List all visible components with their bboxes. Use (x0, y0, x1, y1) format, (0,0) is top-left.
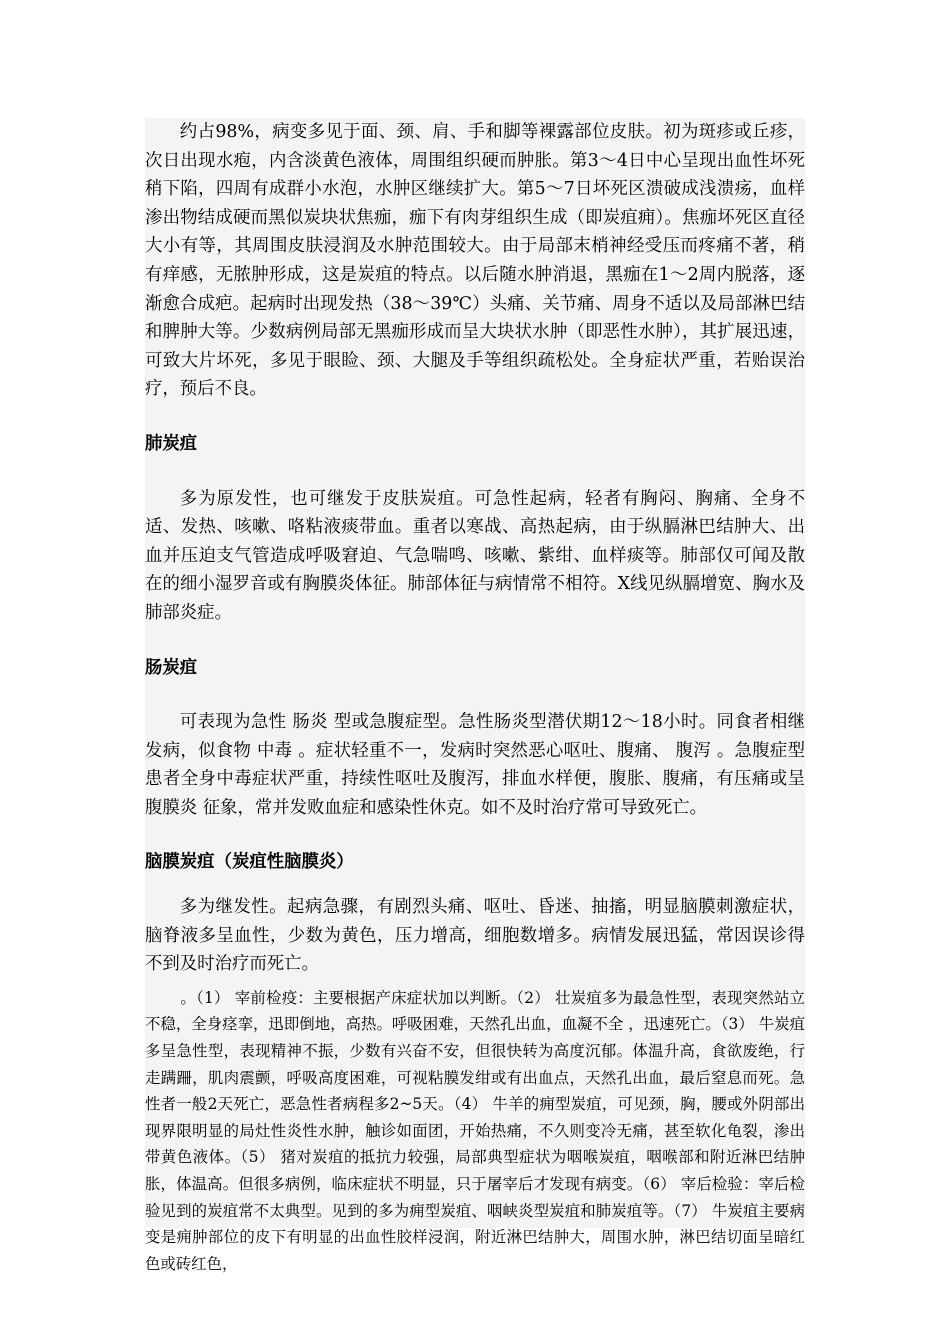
section-body-meningeal-anthrax: 多为继发性。起病急骤，有剧烈头痛、呕吐、昏迷、抽搐，明显脑膜刺激症状，脑脊液多呈血性，少数为黄色，压力增高，细胞数增多。病情发展迅猛，常因误诊得不到及时治疗而死亡。 (145, 897, 805, 975)
section-body-lung-anthrax: 多为原发性，也可继发于皮肤炭疽。可急性起病，轻者有胸闷、胸痛、全身不适、发热、咳嗽、咯粘液痰带血。重者以寒战、高热起病，由于纵膈淋巴结肿大、出血并压迫支气管造成呼吸窘迫、气急喘鸣、咳嗽、紫绀、血样痰等。肺部仅可闻及散在的细小湿罗音或有胸膜炎体征。肺部体征与病情常不相符。X线见纵膈增宽、胸水及肺部炎症。 (145, 488, 805, 623)
section-heading-lung-anthrax: 肺炭疽 (145, 433, 198, 454)
veterinary-inspection-paragraph: 。（1） 宰前检疫：主要根据产床症状加以判断。（2） 壮炭疽多为最急性型，表现突然站立不稳，全身痉挛，迅即倒地，高热。呼吸困难，天然孔出血，血凝不全 ，迅速死亡。（3） 牛炭疽多呈急性型，表现精神不振，少数有兴奋不安，但很快转为高度沉郁。体温升高，食欲废绝，行走蹒跚，肌肉震颤，呼吸高度困难，可视粘膜发绀或有出血点，天然孔出血，最后窒息而死。急性者一般2天死亡，恶急性者病程多2~5天。（4） 牛羊的痈型炭疽，可见颈，胸，腰或外阴部出现界限明显的局灶性炎性水肿，触诊如面团，开始热痛，不久则变冷无痛，甚至软化龟裂，渗出带黄色液体。（5） 猪对炭疽的抵抗力较强，局部典型症状为咽喉炭疽，咽喉部和附近淋巴结肿胀，体温高。但很多病例，临床症状不明显，只于屠宰后才发现有病变。（6） 宰后检验：宰后检验见到的炭疽常不太典型。见到的多为痈型炭疽、咽峡炎型炭疽和肺炭疽等。（7） 牛炭疽主要病变是痈肿部位的皮下有明显的出血性胶样浸润，附近淋巴结肿大，周围水肿，淋巴结切面呈暗红色或砖红色， (145, 988, 805, 1273)
document-body (145, 118, 805, 1273)
section-body-intestinal-anthrax: 可表现为急性 肠炎 型或急腹症型。急性肠炎型潜伏期12～18小时。同食者相继发病，似食物 中毒 。症状轻重不一，发病时突然恶心呕吐、腹痛、 腹泻 。急腹症型患者全身中毒症状严重，持续性呕吐及腹泻，排血水样便，腹胀、腹痛，有压痛或呈 腹膜炎 征象，常并发败血症和感染性休克。如不及时治疗常可导致死亡。 (145, 712, 805, 818)
section-heading-intestinal-anthrax: 肠炭疽 (145, 657, 198, 678)
section-heading-meningeal-anthrax: 脑膜炭疽（炭疽性脑膜炎） (145, 852, 354, 873)
intro-paragraph: 约占98%，病变多见于面、颈、肩、手和脚等裸露部位皮肤。初为斑疹或丘疹，次日出现水疱，内含淡黄色液体，周围组织硬而肿胀。第3～4日中心呈现出血性坏死稍下陷，四周有成群小水泡，水肿区继续扩大。第5～7日坏死区溃破成浅溃疡，血样渗出物结成硬而黑似炭块状焦痂，痂下有肉芽组织生成（即炭疽痈）。焦痂坏死区直径大小有等，其周围皮肤浸润及水肿范围较大。由于局部末梢神经受压而疼痛不著，稍有痒感，无脓肿形成，这是炭疽的特点。以后随水肿消退，黑痂在1～2周内脱落，逐渐愈合成疤。起病时出现发热（38～39℃）头痛、关节痛、周身不适以及局部淋巴结和脾肿大等。少数病例局部无黑痂形成而呈大块状水肿（即恶性水肿），其扩展迅速，可致大片坏死，多见于眼睑、颈、大腿及手等组织疏松处。全身症状严重，若贻误治疗，预后不良。 (145, 122, 805, 400)
